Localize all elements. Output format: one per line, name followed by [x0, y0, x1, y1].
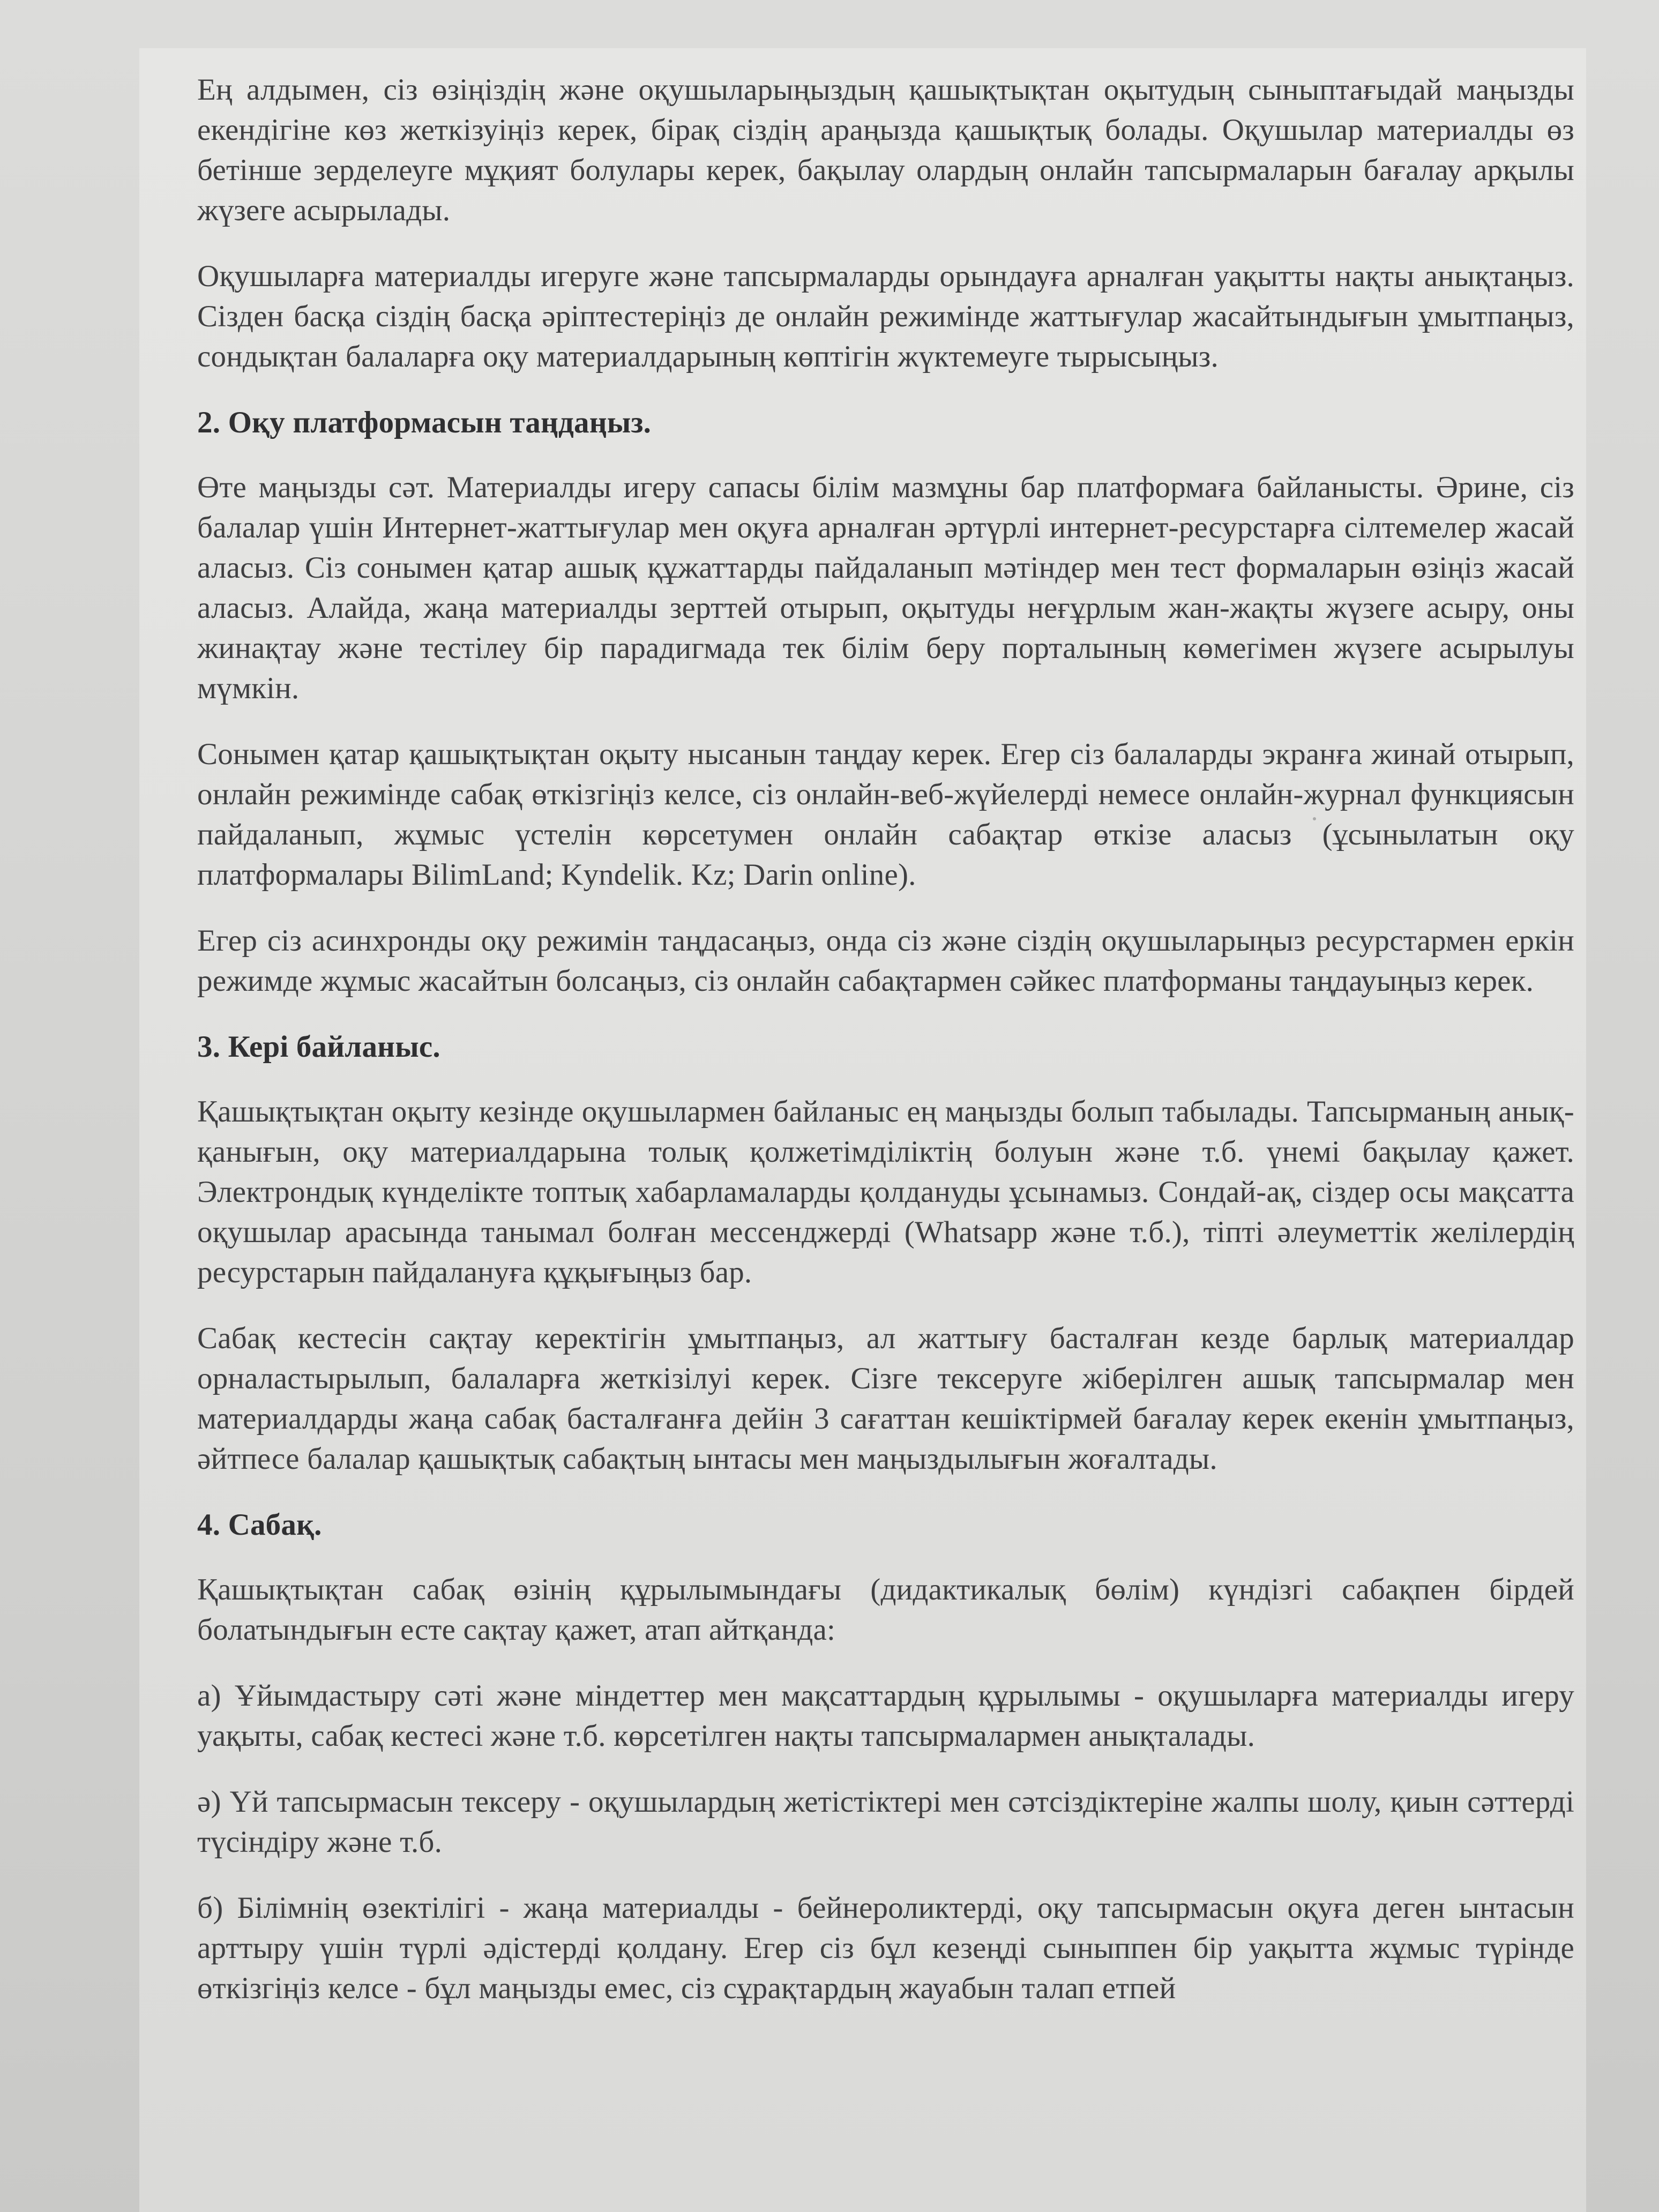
paragraph-feedback: Қашықтықтан оқыту кезінде оқушылармен байланыс ең маңызды болып табылады. Тапсырманың анық-қанығын, оқу материалдарына толық қолжетімділіктің болуын және т.б. үнемі бақылау қажет. Электрондық күнделікте топтық хабарламаларды қолдануды ұсынамыз. Сондай-ақ, сіздер осы мақсатта оқушылар арасында танымал болған мессенджерді (Whatsapp және т.б.), тіпті әлеуметтік желілердің ресурстарын пайдалануға құқығыңыз бар. — [197, 1095, 1574, 1289]
list-item-b: б) Білімнің өзектілігі - жаңа материалды - бейнероликтерді, оқу тапсырмасын оқуға деген ынтасын арттыру үшін түрлі әдістерді қолдану. Егер сіз бұл кезеңді сыныппен бір уақытта жұмыс түрінде өткізгіңіз келсе - бұл маңызды емес, сіз сұрақтардың жауабын талап етпей — [197, 1891, 1574, 2005]
heading-platform: 2. Оқу платформасын таңдаңыз. — [197, 406, 652, 439]
paragraph-lesson-structure: Қашықтықтан сабақ өзінің құрылымындағы (дидактикалық бөлім) күндізгі сабақпен бірдей болатындығын есте сақтау қажет, атап айтқанда: — [197, 1573, 1574, 1647]
paragraph-intro: Ең алдымен, сіз өзіңіздің және оқушыларыңыздың қашықтықтан оқытудың сыныптағыдай маңызды екендігіне көз жеткізуіңіз керек, бірақ сіздің араңызда қашықтық болады. Оқушылар материалды өз бетінше зерделеуге мұқият болулары керек, бақылау олардың онлайн тапсырмаларын бағалау арқылы жүзеге асырылады. — [197, 73, 1574, 227]
paragraph-platform-form: Сонымен қатар қашықтықтан оқыту нысанын таңдау керек. Егер сіз балаларды экранға жинай отырып, онлайн режимінде сабақ өткізгіңіз келсе, сіз онлайн-веб-жүйелерді немесе онлайн-журнал функциясын пайдаланып, жұмыс үстелін көрсетумен онлайн сабақтар өткізе аласыз (ұсынылатын оқу платформалары BilimLand; Kyndelik. Kz; Darin online). — [197, 737, 1574, 892]
list-item-a: а) Ұйымдастыру сәті және міндеттер мен мақсаттардың құрылымы - оқушыларға материалды игеру уақыты, сабақ кестесі және т.б. көрсетілген нақты тапсырмалармен анықталады. — [197, 1679, 1574, 1753]
heading-lesson: 4. Сабақ. — [197, 1508, 322, 1542]
paragraph-time: Оқушыларға материалды игеруге және тапсырмаларды орындауға арналған уақытты нақты анықтаңыз. Сізден басқа сіздің басқа әріптестеріңіз де онлайн режимінде жаттығулар жасайтындығын ұмытпаңыз, сондықтан балаларға оқу материалдарының көптігін жүктемеуге тырысыңыз. — [197, 259, 1574, 373]
document-body — [197, 70, 1574, 2034]
paragraph-schedule: Сабақ кестесін сақтау керектігін ұмытпаңыз, ал жаттығу басталған кезде барлық материалдар орналастырылып, балаларға жеткізілуі керек. Сізге тексеруге жіберілген ашық тапсырмалар мен материалдарды жаңа сабақ басталғанға дейін 3 сағаттан кешіктірмей бағалау керек екенін ұмытпаңыз, әйтпесе балалар қашықтық сабақтың ынтасы мен маңыздылығын жоғалтады. — [197, 1321, 1574, 1476]
list-item-ae: ә) Үй тапсырмасын тексеру - оқушылардың жетістіктері мен сәтсіздіктеріне жалпы шолу, қиын сәттерді түсіндіру және т.б. — [197, 1785, 1574, 1859]
paragraph-platform-importance: Өте маңызды сәт. Материалды игеру сапасы білім мазмұны бар платформаға байланысты. Әрине, сіз балалар үшін Интернет-жаттығулар мен оқуға арналған әртүрлі интернет-ресурстарға сілтемелер жасай аласыз. Сіз сонымен қатар ашық құжаттарды пайдаланып мәтіндер мен тест формаларын өзіңіз жасай аласыз. Алайда, жаңа материалды зерттей отырып, оқытуды неғұрлым жан-жақты жүзеге асыру, оны жинақтау және тестілеу бір парадигмада тек білім беру порталының көмегімен жүзеге асырылуы мүмкін. — [197, 470, 1574, 705]
paragraph-asynchronous: Егер сіз асинхронды оқу режимін таңдасаңыз, онда сіз және сіздің оқушыларыңыз ресурстармен еркін режимде жұмыс жасайтын болсаңыз, сіз онлайн сабақтармен сәйкес платформаны таңдауыңыз керек. — [197, 924, 1574, 998]
heading-feedback: 3. Кері байланыс. — [197, 1030, 440, 1064]
